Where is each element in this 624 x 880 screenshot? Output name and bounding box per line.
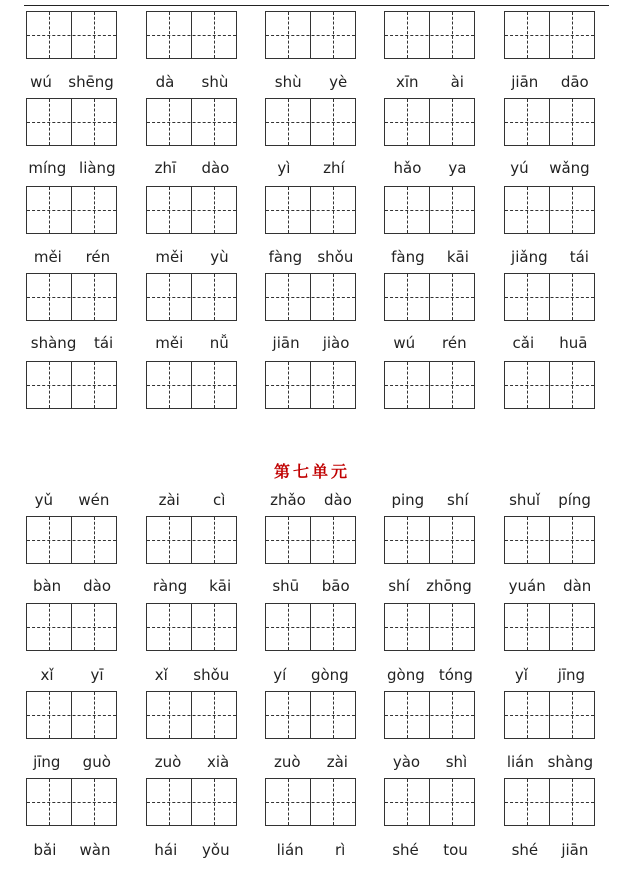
writing-box[interactable] bbox=[26, 361, 117, 409]
pinyin-syllable: jiǎng bbox=[511, 248, 548, 266]
pinyin-label bbox=[142, 158, 242, 178]
guide-line-horizontal bbox=[266, 802, 355, 803]
pinyin-label bbox=[380, 247, 480, 267]
writing-box[interactable] bbox=[504, 273, 595, 321]
pinyin-syllable: tái bbox=[569, 248, 589, 266]
pinyin-label bbox=[261, 158, 361, 178]
guide-line-horizontal bbox=[27, 297, 116, 298]
pinyin-syllable: yú bbox=[510, 159, 529, 177]
guide-line-horizontal bbox=[385, 210, 474, 211]
pinyin-syllable: měi bbox=[155, 334, 184, 352]
pinyin-syllable: měi bbox=[155, 248, 184, 266]
pinyin-syllable: zhǎo bbox=[270, 491, 306, 509]
guide-line-horizontal bbox=[147, 715, 236, 716]
pinyin-label bbox=[500, 333, 600, 353]
guide-line-horizontal bbox=[27, 540, 116, 541]
pinyin-label bbox=[500, 752, 600, 772]
pinyin-syllable: yī bbox=[90, 666, 104, 684]
pinyin-syllable: jiān bbox=[272, 334, 300, 352]
pinyin-syllable: kāi bbox=[446, 248, 469, 266]
pinyin-syllable: yuán bbox=[508, 577, 546, 595]
writing-box[interactable] bbox=[26, 691, 117, 739]
guide-line-horizontal bbox=[505, 715, 594, 716]
pinyin-label bbox=[380, 840, 480, 860]
pinyin-syllable: shí bbox=[447, 491, 469, 509]
writing-box[interactable] bbox=[26, 603, 117, 651]
writing-box[interactable] bbox=[504, 11, 595, 59]
writing-box[interactable] bbox=[26, 98, 117, 146]
pinyin-syllable: zuò bbox=[274, 753, 301, 771]
pinyin-syllable: yǔ bbox=[34, 491, 54, 509]
writing-box[interactable] bbox=[384, 273, 475, 321]
pinyin-syllable: yǒu bbox=[202, 841, 230, 859]
pinyin-syllable: zuò bbox=[154, 753, 182, 771]
pinyin-syllable: wàn bbox=[79, 841, 111, 859]
pinyin-syllable: lián bbox=[276, 841, 304, 859]
writing-box[interactable] bbox=[26, 778, 117, 826]
guide-line-horizontal bbox=[266, 122, 355, 123]
guide-line-horizontal bbox=[266, 540, 355, 541]
pinyin-syllable: rén bbox=[85, 248, 111, 266]
pinyin-label bbox=[22, 576, 122, 596]
pinyin-label bbox=[142, 72, 242, 92]
writing-box[interactable] bbox=[384, 691, 475, 739]
pinyin-label bbox=[22, 752, 122, 772]
pinyin-syllable: dào bbox=[324, 491, 352, 509]
pinyin-label bbox=[500, 158, 600, 178]
pinyin-syllable: hǎo bbox=[393, 159, 422, 177]
pinyin-syllable: shēng bbox=[68, 73, 114, 91]
pinyin-syllable: kāi bbox=[209, 577, 232, 595]
pinyin-label bbox=[22, 333, 122, 353]
pinyin-syllable: nǚ bbox=[209, 334, 229, 352]
pinyin-syllable: xīn bbox=[396, 73, 419, 91]
guide-line-horizontal bbox=[505, 540, 594, 541]
pinyin-syllable: wú bbox=[393, 334, 416, 352]
pinyin-syllable: ràng bbox=[152, 577, 188, 595]
guide-line-horizontal bbox=[147, 802, 236, 803]
guide-line-horizontal bbox=[505, 35, 594, 36]
writing-box[interactable] bbox=[384, 186, 475, 234]
writing-box[interactable] bbox=[265, 691, 356, 739]
guide-line-horizontal bbox=[385, 297, 474, 298]
writing-box[interactable] bbox=[146, 98, 237, 146]
guide-line-horizontal bbox=[27, 385, 116, 386]
writing-box[interactable] bbox=[265, 273, 356, 321]
pinyin-label bbox=[500, 490, 600, 510]
guide-line-horizontal bbox=[147, 540, 236, 541]
guide-line-horizontal bbox=[385, 802, 474, 803]
pinyin-syllable: shì bbox=[445, 753, 468, 771]
guide-line-horizontal bbox=[147, 122, 236, 123]
pinyin-syllable: dàn bbox=[563, 577, 592, 595]
pinyin-syllable: zhōng bbox=[426, 577, 472, 595]
writing-box[interactable] bbox=[504, 603, 595, 651]
guide-line-horizontal bbox=[385, 715, 474, 716]
pinyin-syllable: yí bbox=[273, 666, 287, 684]
writing-box[interactable] bbox=[384, 11, 475, 59]
writing-box[interactable] bbox=[265, 516, 356, 564]
pinyin-label bbox=[142, 247, 242, 267]
pinyin-syllable: lián bbox=[506, 753, 534, 771]
writing-box[interactable] bbox=[504, 98, 595, 146]
pinyin-label bbox=[261, 576, 361, 596]
guide-line-horizontal bbox=[147, 35, 236, 36]
pinyin-syllable: zhī bbox=[154, 159, 177, 177]
pinyin-label bbox=[22, 158, 122, 178]
guide-line-horizontal bbox=[266, 715, 355, 716]
guide-line-horizontal bbox=[505, 210, 594, 211]
pinyin-syllable: bàn bbox=[32, 577, 62, 595]
pinyin-syllable: guò bbox=[82, 753, 111, 771]
pinyin-label bbox=[500, 840, 600, 860]
guide-line-horizontal bbox=[27, 122, 116, 123]
writing-box[interactable] bbox=[146, 691, 237, 739]
pinyin-label bbox=[142, 665, 242, 685]
guide-line-horizontal bbox=[266, 627, 355, 628]
pinyin-label bbox=[22, 840, 122, 860]
guide-line-horizontal bbox=[27, 210, 116, 211]
pinyin-syllable: gòng bbox=[387, 666, 425, 684]
guide-line-horizontal bbox=[505, 627, 594, 628]
writing-box[interactable] bbox=[265, 11, 356, 59]
pinyin-syllable: dào bbox=[83, 577, 112, 595]
pinyin-label bbox=[142, 333, 242, 353]
writing-box[interactable] bbox=[146, 186, 237, 234]
guide-line-horizontal bbox=[27, 715, 116, 716]
pinyin-syllable: wén bbox=[78, 491, 110, 509]
guide-line-horizontal bbox=[147, 210, 236, 211]
pinyin-syllable: jiān bbox=[511, 73, 539, 91]
writing-box[interactable] bbox=[384, 98, 475, 146]
pinyin-label bbox=[380, 333, 480, 353]
pinyin-syllable: yǐ bbox=[514, 666, 528, 684]
pinyin-syllable: hái bbox=[154, 841, 178, 859]
pinyin-syllable: shù bbox=[201, 73, 229, 91]
guide-line-horizontal bbox=[385, 385, 474, 386]
pinyin-syllable: gòng bbox=[310, 666, 349, 684]
pinyin-syllable: měi bbox=[33, 248, 62, 266]
unit-title: 第七单元 bbox=[273, 462, 350, 481]
writing-box[interactable] bbox=[265, 98, 356, 146]
pinyin-label bbox=[500, 576, 600, 596]
pinyin-label bbox=[142, 576, 242, 596]
pinyin-syllable: shù bbox=[274, 73, 302, 91]
pinyin-syllable: zhí bbox=[323, 159, 345, 177]
guide-line-horizontal bbox=[385, 540, 474, 541]
writing-box[interactable] bbox=[146, 778, 237, 826]
guide-line-horizontal bbox=[266, 297, 355, 298]
pinyin-syllable: zài bbox=[326, 753, 348, 771]
pinyin-label bbox=[261, 840, 361, 860]
pinyin-syllable: yè bbox=[329, 73, 348, 91]
pinyin-syllable: rén bbox=[442, 334, 467, 352]
pinyin-syllable: dào bbox=[201, 159, 230, 177]
pinyin-syllable: jīng bbox=[33, 753, 61, 771]
pinyin-syllable: jiào bbox=[322, 334, 350, 352]
pinyin-label bbox=[261, 665, 361, 685]
writing-box[interactable] bbox=[504, 778, 595, 826]
pinyin-label bbox=[22, 490, 122, 510]
writing-box[interactable] bbox=[146, 11, 237, 59]
guide-line-horizontal bbox=[27, 627, 116, 628]
pinyin-syllable: píng bbox=[558, 491, 591, 509]
guide-line-horizontal bbox=[266, 210, 355, 211]
pinyin-label bbox=[380, 665, 480, 685]
pinyin-syllable: xià bbox=[206, 753, 230, 771]
pinyin-syllable: rì bbox=[334, 841, 346, 859]
writing-box[interactable] bbox=[146, 603, 237, 651]
guide-line-horizontal bbox=[505, 802, 594, 803]
writing-box[interactable] bbox=[384, 361, 475, 409]
writing-box[interactable] bbox=[146, 361, 237, 409]
writing-box[interactable] bbox=[26, 186, 117, 234]
pinyin-syllable: cǎi bbox=[512, 334, 535, 352]
pinyin-syllable: cì bbox=[212, 491, 226, 509]
pinyin-syllable: bāo bbox=[321, 577, 350, 595]
writing-box[interactable] bbox=[504, 691, 595, 739]
writing-box[interactable] bbox=[265, 186, 356, 234]
guide-line-horizontal bbox=[505, 297, 594, 298]
pinyin-syllable: yào bbox=[392, 753, 421, 771]
pinyin-syllable: tóng bbox=[438, 666, 473, 684]
guide-line-horizontal bbox=[147, 627, 236, 628]
top-rule bbox=[24, 5, 609, 6]
pinyin-label bbox=[500, 665, 600, 685]
pinyin-syllable: tou bbox=[443, 841, 468, 859]
pinyin-syllable: shuǐ bbox=[509, 491, 541, 509]
writing-box[interactable] bbox=[504, 361, 595, 409]
guide-line-horizontal bbox=[266, 385, 355, 386]
pinyin-label bbox=[142, 490, 242, 510]
pinyin-syllable: ya bbox=[448, 159, 467, 177]
pinyin-label bbox=[380, 158, 480, 178]
pinyin-syllable: xǐ bbox=[40, 666, 54, 684]
writing-box[interactable] bbox=[384, 516, 475, 564]
guide-line-horizontal bbox=[147, 385, 236, 386]
pinyin-syllable: shàng bbox=[547, 753, 594, 771]
pinyin-label bbox=[380, 752, 480, 772]
writing-box[interactable] bbox=[26, 11, 117, 59]
guide-line-horizontal bbox=[505, 122, 594, 123]
guide-line-horizontal bbox=[27, 802, 116, 803]
pinyin-label bbox=[380, 576, 480, 596]
guide-line-horizontal bbox=[385, 122, 474, 123]
guide-line-horizontal bbox=[385, 627, 474, 628]
pinyin-syllable: jiān bbox=[561, 841, 589, 859]
pinyin-syllable: liàng bbox=[79, 159, 116, 177]
pinyin-syllable: dāo bbox=[560, 73, 589, 91]
writing-box[interactable] bbox=[146, 516, 237, 564]
guide-line-horizontal bbox=[385, 35, 474, 36]
pinyin-label bbox=[380, 490, 480, 510]
pinyin-syllable: ping bbox=[391, 491, 425, 509]
guide-line-horizontal bbox=[266, 35, 355, 36]
pinyin-label bbox=[261, 72, 361, 92]
pinyin-syllable: shǒu bbox=[193, 666, 230, 684]
pinyin-label bbox=[261, 333, 361, 353]
guide-line-horizontal bbox=[27, 35, 116, 36]
writing-box[interactable] bbox=[504, 186, 595, 234]
pinyin-syllable: zài bbox=[158, 491, 180, 509]
guide-line-horizontal bbox=[147, 297, 236, 298]
writing-box[interactable] bbox=[265, 361, 356, 409]
pinyin-label bbox=[22, 665, 122, 685]
writing-box[interactable] bbox=[26, 273, 117, 321]
writing-box[interactable] bbox=[384, 603, 475, 651]
pinyin-syllable: huā bbox=[559, 334, 588, 352]
pinyin-label bbox=[22, 247, 122, 267]
pinyin-syllable: ài bbox=[450, 73, 464, 91]
pinyin-syllable: tái bbox=[93, 334, 114, 352]
writing-box[interactable] bbox=[265, 778, 356, 826]
pinyin-syllable: shū bbox=[272, 577, 300, 595]
writing-box[interactable] bbox=[504, 516, 595, 564]
guide-line-horizontal bbox=[505, 385, 594, 386]
pinyin-label bbox=[380, 72, 480, 92]
pinyin-syllable: shàng bbox=[30, 334, 77, 352]
pinyin-syllable: fàng bbox=[268, 248, 303, 266]
pinyin-syllable: dà bbox=[155, 73, 175, 91]
pinyin-label bbox=[142, 752, 242, 772]
pinyin-label bbox=[22, 72, 122, 92]
pinyin-syllable: wǎng bbox=[549, 159, 590, 177]
pinyin-syllable: jīng bbox=[557, 666, 586, 684]
pinyin-syllable: shí bbox=[388, 577, 410, 595]
pinyin-label bbox=[261, 490, 361, 510]
writing-box[interactable] bbox=[384, 778, 475, 826]
pinyin-syllable: shǒu bbox=[317, 248, 354, 266]
writing-box[interactable] bbox=[26, 516, 117, 564]
writing-box[interactable] bbox=[146, 273, 237, 321]
pinyin-label bbox=[261, 247, 361, 267]
writing-box[interactable] bbox=[265, 603, 356, 651]
pinyin-syllable: wú bbox=[30, 73, 52, 91]
pinyin-label bbox=[261, 752, 361, 772]
pinyin-syllable: yù bbox=[210, 248, 229, 266]
pinyin-label bbox=[142, 840, 242, 860]
pinyin-syllable: xǐ bbox=[154, 666, 168, 684]
pinyin-label bbox=[500, 72, 600, 92]
pinyin-syllable: shé bbox=[511, 841, 539, 859]
pinyin-syllable: míng bbox=[28, 159, 67, 177]
pinyin-syllable: bǎi bbox=[33, 841, 57, 859]
pinyin-syllable: shé bbox=[392, 841, 419, 859]
pinyin-syllable: yì bbox=[277, 159, 291, 177]
pinyin-syllable: fàng bbox=[391, 248, 425, 266]
pinyin-label bbox=[500, 247, 600, 267]
